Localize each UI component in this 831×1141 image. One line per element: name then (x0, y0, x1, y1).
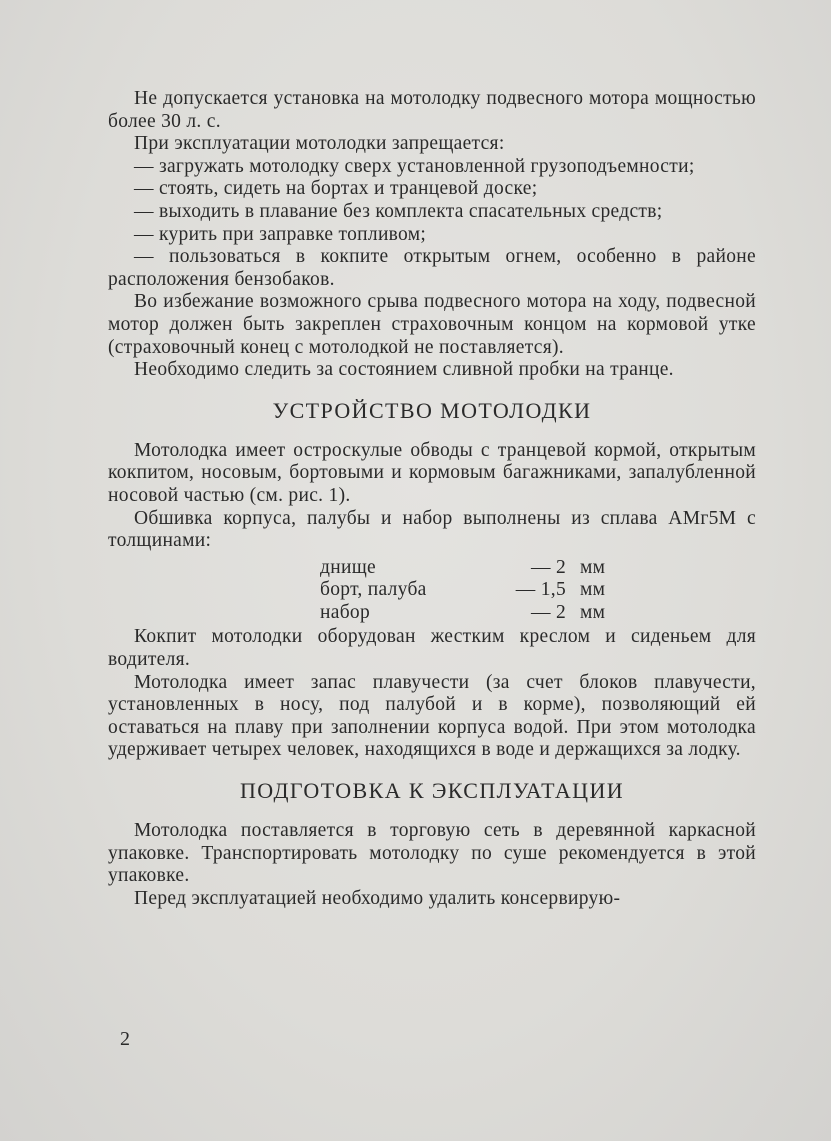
part-cell: набор (320, 601, 371, 623)
table-row (320, 579, 605, 602)
paragraph: Кокпит мотолодки оборудован жестким креслом и сиденьем для водителя. (108, 626, 756, 671)
list-item: — выходить в плавание без комплекта спасательных средств; (134, 200, 663, 222)
part-cell: борт, палуба (320, 579, 427, 601)
list-item: — курить при заправке топливом; (134, 223, 427, 245)
paragraph: Мотолодка поставляется в торговую сеть в деревянной каркасной упаковке. Транспортировать мотолодку по суше рекомендуется в этой упаковке. (108, 820, 756, 887)
list-item: — стоять, сидеть на бортах и транцевой доске; (134, 178, 538, 200)
paragraph: Мотолодка имеет остроскулые обводы с транцевой кормой, открытым кокпитом, носовым, бортовыми и кормовым багажниками, запалубленной носовой частью (см. рис. 1). (108, 439, 756, 506)
table-row (320, 602, 605, 625)
paragraph: Во избежание возможного срыва подвесного мотора на ходу, подвесной мотор должен быть закреплен страховочным концом на кормовой утке (страховочный конец с мотолодкой не поставляется). (108, 291, 756, 358)
thickness-table (320, 557, 605, 625)
section-heading: ПОДГОТОВКА К ЭКСПЛУАТАЦИИ (239, 778, 625, 804)
paragraph: Перед эксплуатацией необходимо удалить консервирую- (134, 887, 621, 909)
paragraph: При эксплуатации мотолодки запрещается: (134, 133, 505, 155)
section-heading: УСТРОЙСТВО МОТОЛОДКИ (272, 397, 592, 423)
paragraph: Обшивка корпуса, палубы и набор выполнены из сплава АМг5М с толщинами: (108, 507, 756, 552)
part-cell: днище (320, 556, 376, 578)
paragraph: Необходимо следить за состоянием сливной пробки на транце. (134, 359, 674, 381)
list-item: — загружать мотолодку сверх установленной грузоподъемности; (134, 155, 695, 177)
value-cell: — 1,5 (515, 579, 566, 601)
list-item: — пользоваться в кокпите открытым огнем, особенно в районе расположения бензобаков. (108, 246, 756, 290)
paragraph: Мотолодка имеет запас плавучести (за счет блоков плавучести, установленных в носу, под палубой и в корме), позволяющий ей оставаться на плаву при заполнении корпуса водой. При этом мотолодка удерживает четырех человек, находящихся в воде и держащихся за лодку. (108, 671, 756, 761)
text-block (108, 88, 756, 910)
value-cell: — 2 (530, 556, 566, 578)
page-number: 2 (120, 1028, 130, 1050)
table-row (320, 557, 605, 580)
value-cell: — 2 (530, 601, 566, 623)
paragraph: Не допускается установка на мотолодку подвесного мотора мощностью более 30 л. с. (108, 88, 756, 132)
unit-cell: мм (580, 601, 606, 623)
unit-cell: мм (580, 579, 606, 601)
unit-cell: мм (580, 556, 606, 578)
